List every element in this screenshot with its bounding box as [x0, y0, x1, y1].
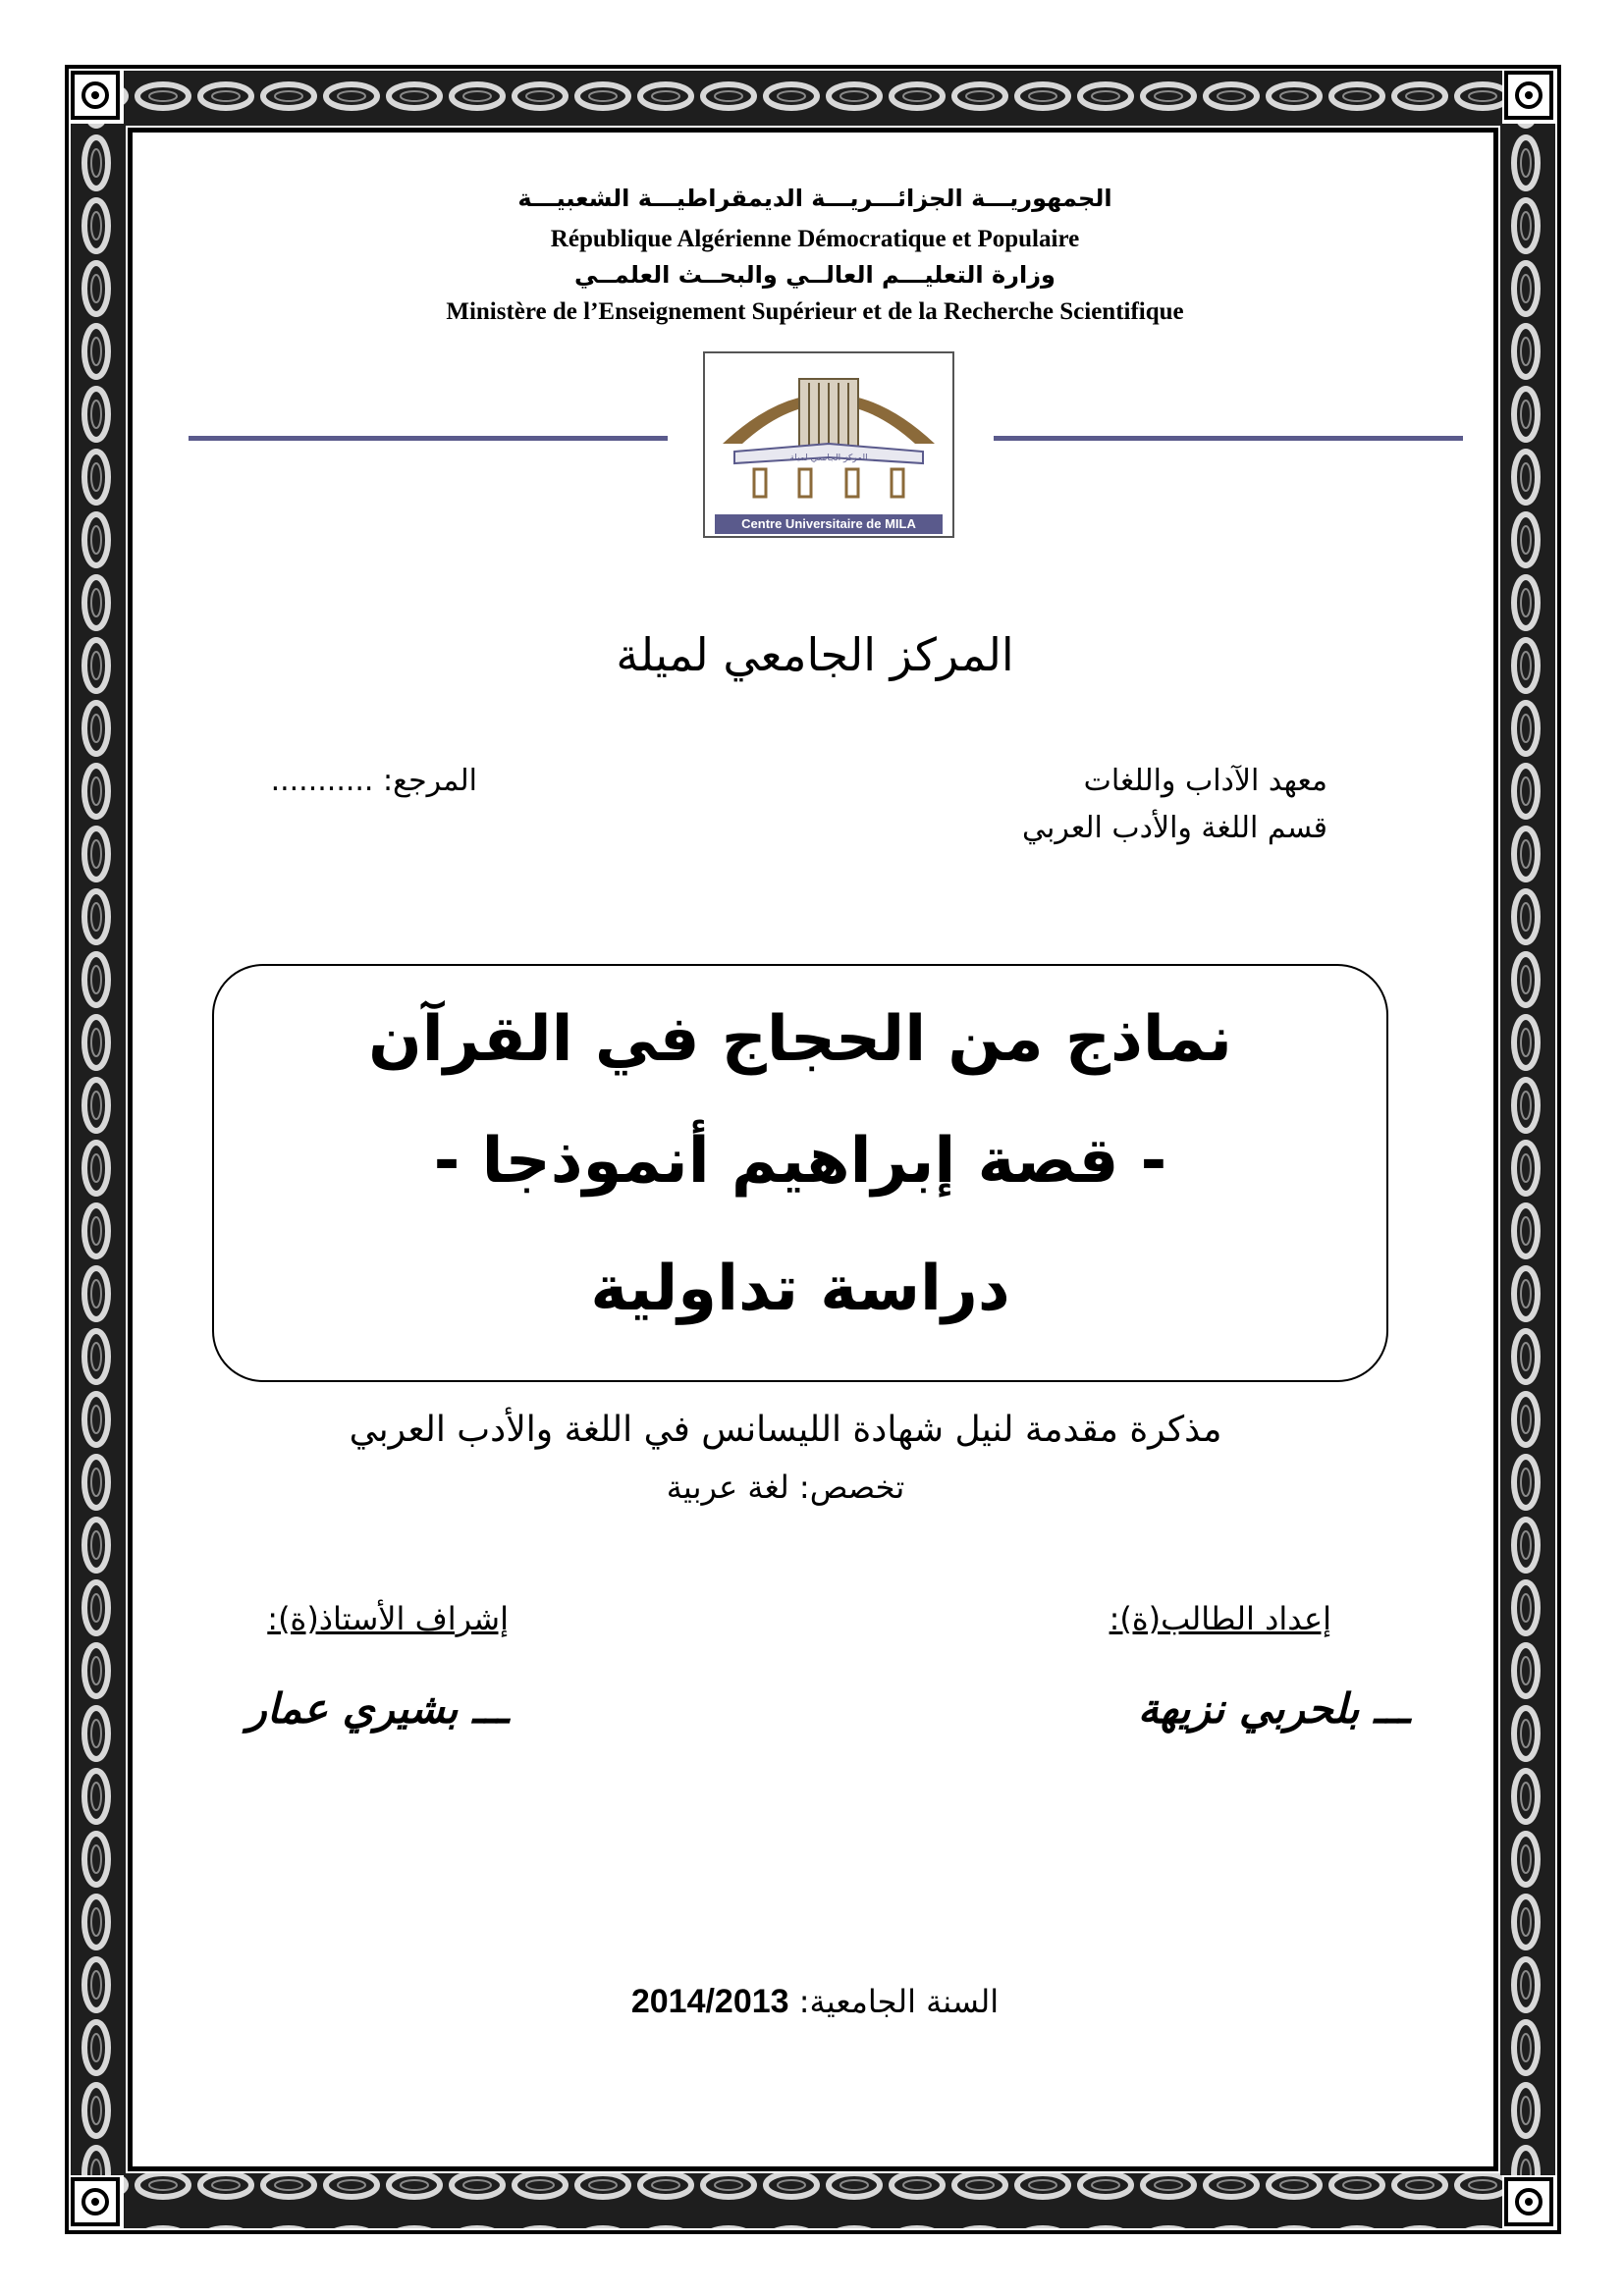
supervisor-label: إشراف الأستاذ(ة): — [267, 1600, 509, 1637]
divider-left — [189, 436, 668, 441]
thesis-specialty: تخصص: لغة عربية — [666, 1468, 905, 1506]
header-republic-fr: République Algérienne Démocratique et Populaire — [550, 226, 1080, 252]
header-ministry-ar: وزارة التعليـــم العالــي والبحــث العلمــي — [574, 261, 1056, 289]
supervisor-name: ـــ بشيري عمار — [246, 1684, 509, 1733]
logo-inner-text: المركز الجامعي لميلة — [789, 454, 868, 463]
department-name: قسم اللغة والأدب العربي — [1021, 811, 1327, 845]
reference-number: المرجع: ........... — [270, 764, 477, 798]
corner-ornament-bottom-left — [71, 2177, 120, 2226]
student-name: ـــ بلحربي نزيهة — [1137, 1684, 1410, 1733]
academic-year — [452, 1983, 1178, 2021]
logo-caption: Centre Universitaire de MILA — [715, 514, 943, 534]
thesis-title-box — [212, 964, 1388, 1382]
thesis-purpose: مذكرة مقدمة لنيل شهادة الليسانس في اللغة والأدب العربي — [349, 1410, 1222, 1450]
divider-right — [994, 436, 1463, 441]
header-ministry-fr: Ministère de l’Enseignement Supérieur et de la Recherche Scientifique — [446, 298, 1184, 325]
university-logo — [703, 351, 954, 538]
student-label: إعداد الطالب(ة): — [1109, 1600, 1331, 1637]
thesis-title-line-3: دراسة تداولية — [590, 1253, 1010, 1325]
thesis-title-line-1: نماذج من الحجاج في القرآن — [368, 1003, 1232, 1076]
corner-ornament-bottom-right — [1504, 2177, 1553, 2226]
academic-year-value: 2014/2013 — [630, 1983, 789, 2020]
building-icon — [705, 353, 952, 512]
academic-year-label: السنة الجامعية: — [788, 1983, 1000, 2020]
header-republic-ar: الجمهوريـــة الجزائـــريـــة الديمقراطيـــة الشعبيـــة — [517, 185, 1112, 212]
corner-ornament-top-left — [71, 71, 120, 120]
institute-name: معهد الآداب واللغات — [1083, 764, 1327, 798]
institution-name: المركز الجامعي لميلة — [616, 628, 1014, 681]
thesis-title-line-2: - قصة إبراهيم أنموذجا - — [433, 1125, 1167, 1198]
corner-ornament-top-right — [1504, 71, 1553, 120]
